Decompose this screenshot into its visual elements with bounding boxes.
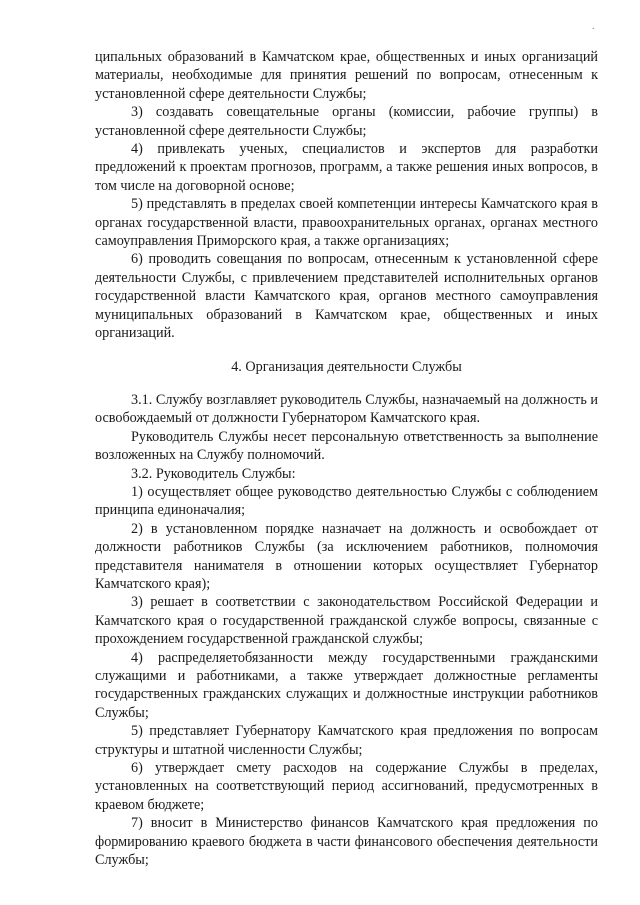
section-heading: 4. Организация деятельности Службы [231, 358, 462, 375]
list-item: 6) утверждает смету расходов на содержание Службы в пределах, установленных на соответствующий период ассигнований, предусмотренных в краевом бюджете; [95, 760, 598, 813]
list-item: 5) представляет Губернатору Камчатского края предложения по вопросам структуры и штатной численности Службы; [95, 723, 598, 758]
list-item: 2) в установленном порядке назначает на должность и освобождает от должности работников Службы (за исключением работников, полномочия представителя нанимателя в отношении которых осуществляет Губернатор Камчатского края); [95, 520, 598, 592]
list-item: 7) вносит в Министерство финансов Камчатского края предложения по формированию краевого бюджета в части финансового обеспечения деятельности Службы; [95, 815, 598, 869]
list-item: 6) проводить совещания по вопросам, отнесенным к установленной сфере деятельности Службы, с привлечением представителей исполнительных органов государственной власти Камчатского края, органов местного самоуправления муниципальных образований в Камчатском крае, общественных и иных организаций. [95, 251, 598, 342]
list-item: 4) распределяетобязанности между государственными гражданскими служащими и работниками, а также утверждает должностные регламенты государственных гражданских служащих и должностные инструкции работников Службы; [95, 649, 598, 721]
paragraph-3-1: 3.1. Службу возглавляет руководитель Службы, назначаемый на должность и освобождаемый от должности Губернатором Камчатского края. [95, 391, 598, 427]
list-item: 1) осуществляет общее руководство деятельностью Службы с соблюдением принципа единоначалия; [95, 483, 598, 519]
corner-mark: . [592, 21, 595, 32]
document-body [95, 48, 598, 869]
list-item: 4) привлекать ученых, специалистов и экспертов для разработки предложений к проектам прогнозов, программ, а также решения иных вопросов, в том числе на договорной основе; [95, 141, 598, 194]
list-item: 3) решает в соответствии с законодательством Российской Федерации и Камчатского края о государственной гражданской службе вопросы, связанные с прохождением государственной гражданской службы; [95, 594, 598, 648]
paragraph-3-1-responsibility: Руководитель Службы несет персональную ответственность за выполнение возложенных на Службу полномочий. [95, 428, 598, 464]
paragraph-3-2: 3.2. Руководитель Службы: [131, 465, 296, 482]
list-item: 3) создавать совещательные органы (комиссии, рабочие группы) в установленной сфере деятельности Службы; [95, 104, 598, 139]
continued-paragraph: ципальных образований в Камчатском крае, общественных и иных организаций материалы, необходимые для принятия решений по вопросам, отнесенным к установленной сфере деятельности Службы; [95, 49, 598, 102]
list-item: 5) представлять в пределах своей компетенции интересы Камчатского края в органах государственной власти, правоохранительных органах, органах местного самоуправления Приморского края, а также организациях; [95, 196, 598, 250]
